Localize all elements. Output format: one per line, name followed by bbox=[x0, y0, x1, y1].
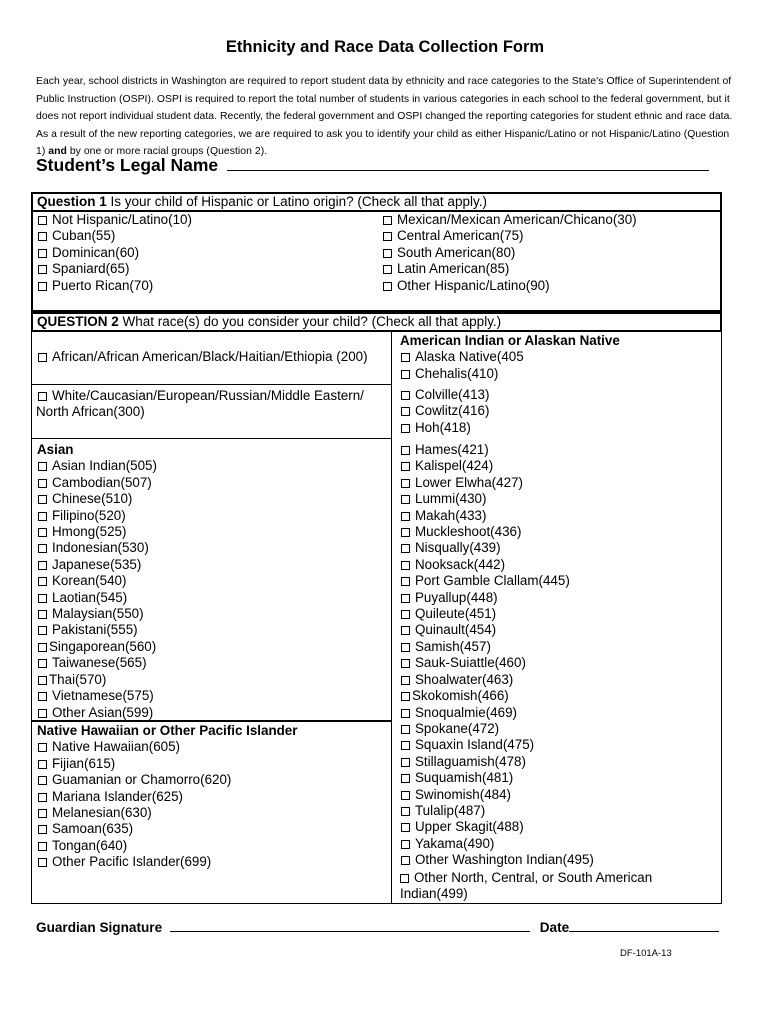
checkbox-option[interactable] bbox=[401, 672, 594, 688]
student-name-label: Student’s Legal Name bbox=[36, 155, 219, 175]
native-heading: American Indian or Alaskan Native bbox=[400, 333, 620, 348]
checkbox-option[interactable] bbox=[401, 387, 489, 403]
checkbox[interactable] bbox=[383, 216, 392, 225]
checkbox[interactable] bbox=[38, 793, 47, 802]
checkbox-option[interactable] bbox=[38, 508, 157, 524]
option-label: Taiwanese(565) bbox=[52, 655, 147, 671]
option-label: Guamanian or Chamorro(620) bbox=[52, 772, 232, 788]
checkbox[interactable] bbox=[38, 842, 47, 851]
checkbox[interactable] bbox=[401, 758, 410, 767]
option-label: Other Hispanic/Latino(90) bbox=[397, 277, 550, 293]
checkbox[interactable] bbox=[401, 791, 410, 800]
checkbox[interactable] bbox=[38, 858, 47, 867]
option-label: Melanesian(630) bbox=[52, 805, 152, 821]
checkbox-option[interactable] bbox=[401, 606, 594, 622]
option-african[interactable]: African/African American/Black/Haitian/Ethiopia (200) bbox=[38, 349, 368, 365]
checkbox[interactable] bbox=[401, 807, 410, 816]
checkbox-option[interactable] bbox=[38, 212, 192, 228]
checkbox[interactable] bbox=[401, 741, 410, 750]
checkbox-option[interactable] bbox=[401, 819, 594, 835]
signature-row bbox=[36, 919, 726, 935]
checkbox-option[interactable] bbox=[383, 261, 637, 277]
option-label: Central American(75) bbox=[397, 228, 524, 244]
checkbox-option[interactable] bbox=[401, 420, 489, 436]
option-label: Not Hispanic/Latino(10) bbox=[52, 212, 192, 227]
checkbox[interactable] bbox=[38, 282, 47, 291]
question2-text: QUESTION 2 What race(s) do you consider your child? (Check all that apply.) bbox=[37, 314, 502, 329]
option-label: Malaysian(550) bbox=[52, 606, 144, 622]
option-label: Port Gamble Clallam(445) bbox=[415, 573, 570, 589]
native-section bbox=[400, 333, 620, 382]
option-white[interactable]: White/Caucasian/European/Russian/Middle Eastern/ North African(300) bbox=[36, 388, 364, 420]
checkbox-option[interactable] bbox=[38, 573, 157, 589]
checkbox-option[interactable] bbox=[401, 639, 594, 655]
option-label: Colville(413) bbox=[415, 387, 490, 402]
checkbox[interactable] bbox=[401, 424, 410, 433]
option-label: Fijian(615) bbox=[52, 755, 116, 771]
checkbox-option[interactable] bbox=[401, 475, 594, 491]
checkbox[interactable] bbox=[401, 495, 410, 504]
option-label: South American(80) bbox=[397, 244, 516, 260]
option-label: Japanese(535) bbox=[52, 556, 142, 572]
checkbox-option[interactable] bbox=[38, 639, 157, 655]
checkbox-option[interactable] bbox=[38, 458, 157, 474]
checkbox[interactable] bbox=[401, 610, 410, 619]
option-label: Sauk-Suiattle(460) bbox=[415, 655, 526, 671]
checkbox-option[interactable] bbox=[38, 491, 157, 507]
checkbox[interactable] bbox=[38, 561, 47, 570]
option-label: Tongan(640) bbox=[52, 837, 128, 853]
option-label: Makah(433) bbox=[415, 507, 487, 523]
checkbox-option[interactable] bbox=[38, 854, 297, 870]
checkbox-option[interactable] bbox=[38, 245, 192, 261]
checkbox-option[interactable] bbox=[38, 540, 157, 556]
question1-left-options bbox=[38, 212, 192, 294]
option-label: Lower Elwha(427) bbox=[415, 474, 523, 490]
checkbox-option[interactable] bbox=[401, 721, 594, 737]
checkbox-option[interactable] bbox=[401, 705, 594, 721]
checkbox[interactable] bbox=[38, 760, 47, 769]
checkbox[interactable] bbox=[401, 462, 410, 471]
checkbox-option[interactable] bbox=[38, 672, 157, 688]
checkbox[interactable] bbox=[383, 265, 392, 274]
checkbox[interactable] bbox=[401, 643, 410, 652]
checkbox[interactable] bbox=[38, 692, 47, 701]
checkbox[interactable] bbox=[401, 391, 410, 400]
checkbox-option[interactable] bbox=[383, 212, 637, 228]
option-label: Chehalis(410) bbox=[415, 365, 499, 381]
column-divider bbox=[391, 331, 392, 904]
option-label: Tulalip(487) bbox=[415, 802, 486, 818]
option-label: Shoalwater(463) bbox=[415, 671, 514, 687]
option-label: Quileute(451) bbox=[415, 606, 497, 622]
checkbox[interactable] bbox=[401, 577, 410, 586]
checkbox-option[interactable] bbox=[401, 754, 594, 770]
student-name-line[interactable] bbox=[227, 154, 709, 171]
option-label: Suquamish(481) bbox=[415, 770, 514, 786]
checkbox-option[interactable] bbox=[38, 821, 297, 837]
option-label: Spaniard(65) bbox=[52, 261, 130, 277]
checkbox-option[interactable] bbox=[401, 557, 594, 573]
option-label: Thai(570) bbox=[49, 671, 107, 687]
option-label: Upper Skagit(488) bbox=[415, 819, 524, 835]
checkbox-option[interactable] bbox=[38, 622, 157, 638]
option-label: Dominican(60) bbox=[52, 244, 140, 260]
checkbox[interactable] bbox=[38, 232, 47, 241]
intro-paragraph: Each year, school districts in Washington are required to report student data by ethnicity and race categories to the State's Office of Superintendent of Public Instruction (OSPI). OSPI is required to report the total number of students in various categories in each school to the federal government, but it does not report individual student data. Recently, the federal government and OSPI changed the reporting categories for student ethnic and race data. As a result of the new reporting categories, we are required to ask you to identify your child as either Hispanic/Latino or not Hispanic/Latino (Question 1) and by one or more racial groups (Question 2). bbox=[36, 76, 733, 157]
option-label: Quinault(454) bbox=[415, 622, 497, 638]
option-label: Other Pacific Islander(699) bbox=[52, 854, 212, 870]
question1-text: Question 1 Is your child of Hispanic or Latino origin? (Check all that apply.) bbox=[37, 194, 487, 209]
option-label: Mexican/Mexican American/Chicano(30) bbox=[397, 212, 637, 227]
checkbox[interactable] bbox=[38, 512, 47, 521]
checkbox[interactable] bbox=[401, 823, 410, 832]
divider-line bbox=[31, 384, 392, 385]
checkbox-option[interactable] bbox=[38, 772, 297, 788]
checkbox[interactable] bbox=[38, 265, 47, 274]
checkbox[interactable] bbox=[38, 392, 47, 401]
checkbox[interactable] bbox=[383, 249, 392, 258]
checkbox-option[interactable] bbox=[38, 557, 157, 573]
checkbox[interactable] bbox=[38, 676, 47, 685]
checkbox-option[interactable] bbox=[38, 805, 297, 821]
checkbox-option[interactable] bbox=[38, 606, 157, 622]
option-label: Cuban(55) bbox=[52, 228, 116, 244]
checkbox-option[interactable] bbox=[401, 366, 620, 382]
checkbox[interactable] bbox=[401, 479, 410, 488]
checkbox[interactable] bbox=[38, 544, 47, 553]
guardian-signature-label: Guardian Signature bbox=[36, 920, 163, 935]
checkbox-option[interactable] bbox=[401, 573, 594, 589]
option-label: Puyallup(448) bbox=[415, 589, 498, 605]
checkbox-option[interactable] bbox=[401, 655, 594, 671]
option-label: Cowlitz(416) bbox=[415, 403, 490, 419]
checkbox-option[interactable] bbox=[401, 787, 594, 803]
option-label: Swinomish(484) bbox=[415, 786, 512, 802]
checkbox-option[interactable] bbox=[38, 739, 297, 755]
option-label: Hmong(525) bbox=[52, 524, 127, 540]
checkbox-option[interactable] bbox=[383, 278, 637, 294]
checkbox[interactable] bbox=[401, 856, 410, 865]
option-label: Native Hawaiian(605) bbox=[52, 739, 181, 755]
checkbox-option[interactable] bbox=[38, 655, 157, 671]
checkbox-option[interactable] bbox=[401, 403, 489, 419]
checkbox[interactable] bbox=[38, 577, 47, 586]
checkbox[interactable] bbox=[38, 709, 47, 718]
option-label: Pakistani(555) bbox=[52, 622, 138, 638]
checkbox-option[interactable] bbox=[401, 803, 594, 819]
checkbox[interactable] bbox=[401, 692, 410, 701]
pacific-heading: Native Hawaiian or Other Pacific Islander bbox=[37, 723, 298, 738]
document-number: DF-101A-13 bbox=[620, 948, 672, 959]
checkbox[interactable] bbox=[38, 610, 47, 619]
checkbox-option[interactable] bbox=[401, 508, 594, 524]
option-label: Alaska Native(405 bbox=[415, 349, 524, 365]
pacific-section bbox=[37, 723, 297, 871]
checkbox-option[interactable] bbox=[38, 228, 192, 244]
option-label: Chinese(510) bbox=[52, 491, 133, 507]
checkbox[interactable] bbox=[401, 561, 410, 570]
checkbox[interactable] bbox=[401, 659, 410, 668]
option-label: Snoqualmie(469) bbox=[415, 704, 517, 720]
checkbox-option[interactable] bbox=[38, 838, 297, 854]
checkbox[interactable] bbox=[401, 407, 410, 416]
checkbox[interactable] bbox=[38, 462, 47, 471]
checkbox-option[interactable] bbox=[401, 442, 594, 458]
checkbox-option[interactable] bbox=[401, 349, 620, 365]
checkbox[interactable] bbox=[38, 776, 47, 785]
checkbox[interactable] bbox=[38, 353, 47, 362]
option-label: Singaporean(560) bbox=[49, 638, 157, 654]
option-label: Spokane(472) bbox=[415, 720, 500, 736]
checkbox-option[interactable] bbox=[38, 278, 192, 294]
checkbox-option[interactable] bbox=[38, 475, 157, 491]
checkbox-option[interactable] bbox=[38, 261, 192, 277]
checkbox-option[interactable] bbox=[401, 622, 594, 638]
checkbox[interactable] bbox=[401, 774, 410, 783]
checkbox-option[interactable] bbox=[38, 705, 157, 721]
option-label: Lummi(430) bbox=[415, 491, 487, 507]
checkbox-option[interactable] bbox=[38, 756, 297, 772]
option-label: Nisqually(439) bbox=[415, 540, 501, 556]
option-label: Stillaguamish(478) bbox=[415, 753, 526, 769]
option-label: Muckleshoot(436) bbox=[415, 524, 522, 540]
checkbox-option[interactable] bbox=[38, 524, 157, 540]
checkbox-option[interactable] bbox=[383, 228, 637, 244]
native-group-3 bbox=[401, 442, 594, 869]
checkbox[interactable] bbox=[383, 282, 392, 291]
checkbox[interactable] bbox=[38, 216, 47, 225]
checkbox[interactable] bbox=[38, 626, 47, 635]
checkbox[interactable] bbox=[400, 874, 409, 883]
checkbox-option[interactable] bbox=[401, 524, 594, 540]
checkbox[interactable] bbox=[38, 659, 47, 668]
checkbox[interactable] bbox=[401, 840, 410, 849]
checkbox[interactable] bbox=[38, 825, 47, 834]
option-label: Nooksack(442) bbox=[415, 556, 506, 572]
option-label: Puerto Rican(70) bbox=[52, 277, 154, 293]
checkbox[interactable] bbox=[401, 446, 410, 455]
asian-section bbox=[37, 442, 157, 721]
option-label: Vietnamese(575) bbox=[52, 688, 154, 704]
native-group-2 bbox=[401, 387, 489, 436]
checkbox[interactable] bbox=[401, 528, 410, 537]
option-label: Mariana Islander(625) bbox=[52, 788, 183, 804]
checkbox-option[interactable] bbox=[401, 688, 594, 704]
option-label: Laotian(545) bbox=[52, 589, 128, 605]
asian-heading: Asian bbox=[37, 442, 74, 457]
question1-right-options bbox=[383, 212, 637, 294]
checkbox-option[interactable] bbox=[401, 590, 594, 606]
checkbox-option[interactable] bbox=[401, 540, 594, 556]
option-native-other[interactable]: Other North, Central, or South American Indian(499) bbox=[400, 870, 653, 902]
checkbox[interactable] bbox=[38, 479, 47, 488]
form-title: Ethnicity and Race Data Collection Form bbox=[225, 38, 545, 56]
checkbox[interactable] bbox=[38, 528, 47, 537]
checkbox[interactable] bbox=[38, 643, 47, 652]
checkbox[interactable] bbox=[401, 676, 410, 685]
checkbox[interactable] bbox=[401, 725, 410, 734]
checkbox-option[interactable] bbox=[401, 836, 594, 852]
guardian-signature-line[interactable] bbox=[170, 919, 530, 932]
option-label: Kalispel(424) bbox=[415, 458, 494, 474]
checkbox[interactable] bbox=[401, 353, 410, 362]
checkbox[interactable] bbox=[401, 594, 410, 603]
option-label: Other Washington Indian(495) bbox=[415, 852, 594, 868]
option-label: Cambodian(507) bbox=[52, 474, 152, 490]
checkbox-option[interactable] bbox=[401, 852, 594, 868]
option-label: Samoan(635) bbox=[52, 821, 134, 837]
option-label: Latin American(85) bbox=[397, 261, 510, 277]
checkbox[interactable] bbox=[38, 743, 47, 752]
option-label: Indonesian(530) bbox=[52, 540, 149, 556]
option-label: Filipino(520) bbox=[52, 507, 126, 523]
option-label: Hames(421) bbox=[415, 442, 489, 457]
checkbox-option[interactable] bbox=[383, 245, 637, 261]
checkbox-option[interactable] bbox=[401, 737, 594, 753]
checkbox-option[interactable] bbox=[401, 770, 594, 786]
date-label: Date bbox=[539, 920, 570, 935]
checkbox-option[interactable] bbox=[38, 789, 297, 805]
checkbox[interactable] bbox=[401, 709, 410, 718]
date-line[interactable] bbox=[569, 919, 719, 932]
checkbox-option[interactable] bbox=[401, 458, 594, 474]
student-name-field[interactable] bbox=[36, 154, 726, 176]
option-label: Squaxin Island(475) bbox=[415, 737, 535, 753]
option-label: Skokomish(466) bbox=[412, 688, 509, 704]
divider-line bbox=[31, 438, 392, 439]
option-label: Yakama(490) bbox=[415, 835, 495, 851]
option-label: Korean(540) bbox=[52, 573, 127, 589]
checkbox[interactable] bbox=[401, 370, 410, 379]
option-label: Samish(457) bbox=[415, 638, 491, 654]
checkbox[interactable] bbox=[38, 495, 47, 504]
checkbox-option[interactable] bbox=[401, 491, 594, 507]
option-label: Hoh(418) bbox=[415, 419, 471, 435]
checkbox-option[interactable] bbox=[38, 688, 157, 704]
checkbox[interactable] bbox=[401, 512, 410, 521]
checkbox[interactable] bbox=[401, 626, 410, 635]
checkbox[interactable] bbox=[38, 594, 47, 603]
checkbox[interactable] bbox=[383, 232, 392, 241]
checkbox[interactable] bbox=[38, 249, 47, 258]
checkbox[interactable] bbox=[401, 544, 410, 553]
checkbox-option[interactable] bbox=[38, 590, 157, 606]
checkbox[interactable] bbox=[38, 809, 47, 818]
option-label: Asian Indian(505) bbox=[52, 458, 157, 474]
option-label: Other Asian(599) bbox=[52, 704, 154, 720]
